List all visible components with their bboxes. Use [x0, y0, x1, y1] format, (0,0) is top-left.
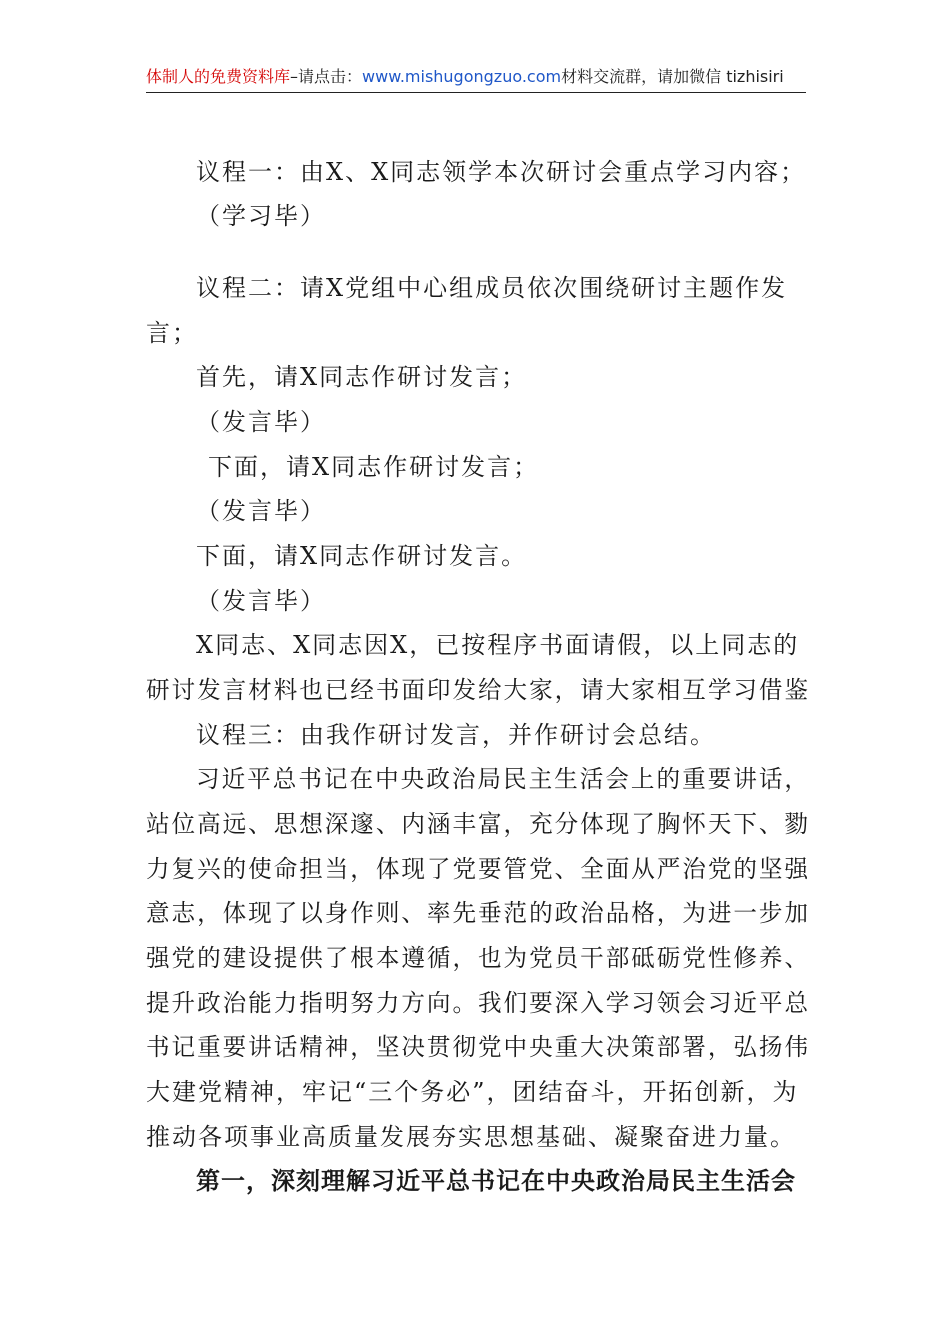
paragraph-line: 意志，体现了以身作则、率先垂范的政治品格，为进一步加 — [146, 899, 810, 927]
leave-note-line: X同志、X同志因X，已按程序书面请假，以上同志的 — [196, 631, 800, 659]
header-suffix: 材料交流群，请加微信 tizhisiri — [561, 67, 784, 86]
paragraph-line: 强党的建设提供了根本遵循，也为党员干部砥砺党性修养、 — [146, 944, 810, 972]
page-header — [146, 66, 806, 93]
paragraph-line: 书记重要讲话精神，坚决贯彻党中央重大决策部署，弘扬伟 — [146, 1033, 810, 1061]
agenda-two-line: 议程二：请X党组中心组成员依次围绕研讨主题作发 — [196, 274, 788, 302]
next-speaker-line: 下面，请X同志作研讨发言； — [208, 453, 540, 481]
agenda-two-line-cont: 言； — [146, 319, 198, 347]
paragraph-line: 站位高远、思想深邃、内涵丰富，充分体现了胸怀天下、勠 — [146, 810, 810, 838]
section-heading-first: 第一，深刻理解习近平总书记在中央政治局民主生活会 — [196, 1167, 796, 1195]
header-prompt: –请点击： — [290, 67, 363, 86]
paragraph-line: 提升政治能力指明努力方向。我们要深入学习领会习近平总 — [146, 989, 810, 1017]
header-site-name: 体制人的免费资料库 — [146, 67, 291, 86]
paragraph-line: 习近平总书记在中央政治局民主生活会上的重要讲话， — [196, 765, 810, 793]
agenda-three-line: 议程三：由我作研讨发言，并作研讨会总结。 — [196, 721, 716, 749]
speech-done-line: （发言毕） — [196, 497, 326, 525]
paragraph-line: 推动各项事业高质量发展夯实思想基础、凝聚奋进力量。 — [146, 1123, 796, 1151]
speech-done-line: （发言毕） — [196, 587, 326, 615]
first-speaker-line: 首先，请X同志作研讨发言； — [196, 363, 528, 391]
leave-note-line-cont: 研讨发言材料也已经书面印发给大家，请大家相互学习借鉴 — [146, 676, 810, 704]
paragraph-line: 力复兴的使命担当，体现了党要管党、全面从严治党的坚强 — [146, 855, 810, 883]
speech-done-line: （发言毕） — [196, 408, 326, 436]
next-speaker-line: 下面，请X同志作研讨发言。 — [196, 542, 528, 570]
study-done-line: （学习毕） — [196, 202, 326, 230]
header-url-link[interactable]: www.mishugongzuo.com — [362, 67, 562, 86]
agenda-one-line: 议程一：由X、X同志领学本次研讨会重点学习内容； — [196, 158, 807, 186]
paragraph-line: 大建党精神，牢记“三个务必”，团结奋斗，开拓创新，为 — [146, 1078, 799, 1106]
